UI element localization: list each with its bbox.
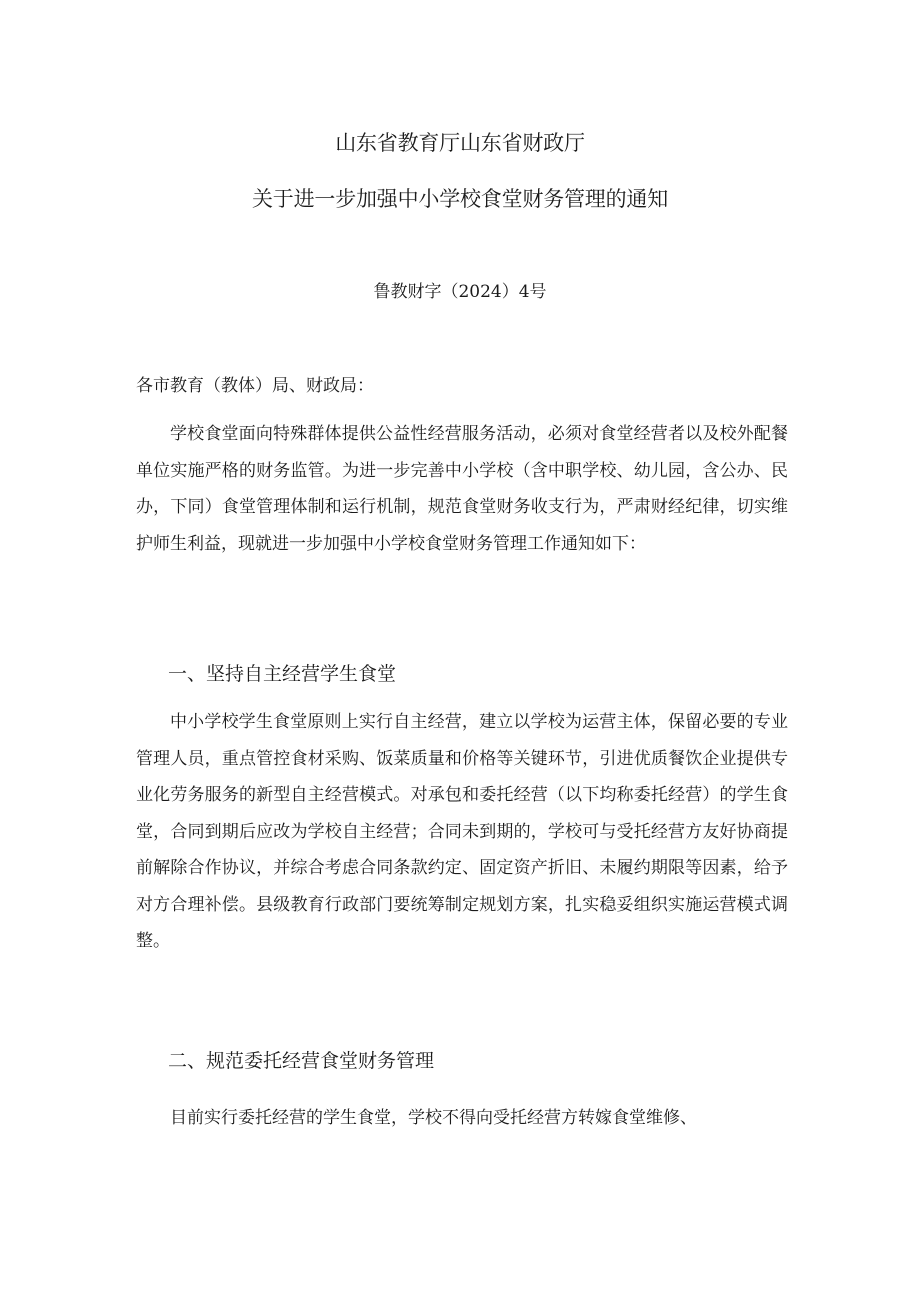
salutation: 各市教育（教体）局、财政局： (136, 376, 374, 396)
document-title-line-1: 山东省教育厅山东省财政厅 (335, 131, 585, 155)
document-number: 鲁教财字（2024）4号 (373, 282, 547, 302)
intro-paragraph: 学校食堂面向特殊群体提供公益性经营服务活动，必须对食堂经营者以及校外配餐单位实施严格的财务监管。为进一步完善中小学校（含中职学校、幼儿园，含公办、民办，下同）食堂管理体制和运行机制，规范食堂财务收支行为，严肃财经纪律，切实维护师生利益，现就进一步加强中小学校食堂财务管理工作通知如下： (136, 424, 788, 554)
section-1-paragraph: 中小学校学生食堂原则上实行自主经营，建立以学校为运营主体，保留必要的专业管理人员，重点管控食材采购、饭菜质量和价格等关键环节，引进优质餐饮企业提供专业化劳务服务的新型自主经营模式。对承包和委托经营（以下均称委托经营）的学生食堂，合同到期后应改为学校自主经营；合同未到期的，学校可与受托经营方友好协商提前解除合作协议，并综合考虑合同条款约定、固定资产折旧、未履约期限等因素，给予对方合理补偿。县级教育行政部门要统筹制定规划方案，扎实稳妥组织实施运营模式调整。 (136, 712, 788, 951)
section-1-heading: 一、坚持自主经营学生食堂 (168, 663, 397, 685)
section-2-paragraph: 目前实行委托经营的学生食堂，学校不得向受托经营方转嫁食堂维修、 (170, 1108, 697, 1128)
section-2-heading: 二、规范委托经营食堂财务管理 (168, 1050, 435, 1072)
document-title-line-2: 关于进一步加强中小学校食堂财务管理的通知 (252, 187, 668, 211)
